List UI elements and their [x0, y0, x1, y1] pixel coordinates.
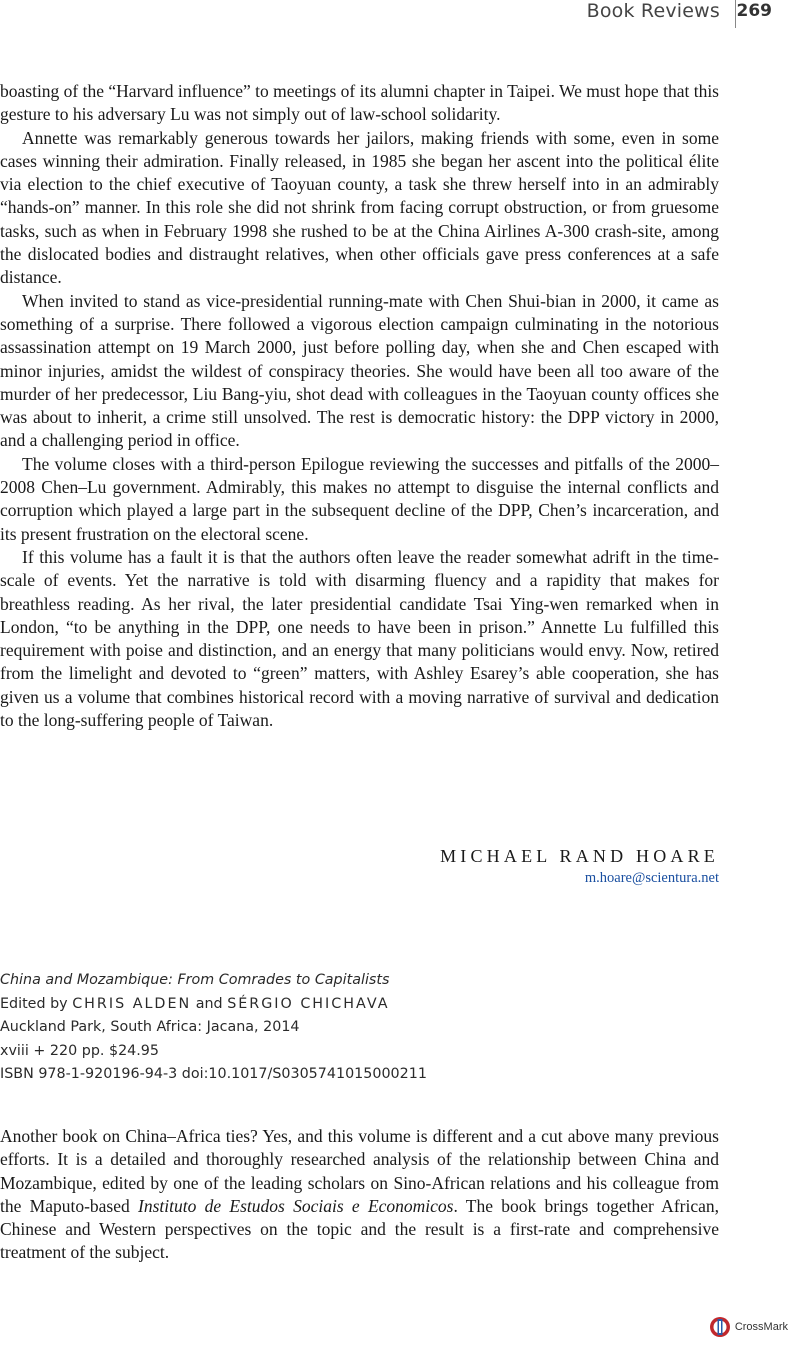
editor-name: CHRIS ALDEN [72, 995, 192, 1012]
book-title: China and Mozambique: From Comrades to Capitalists [0, 972, 390, 988]
crossmark-label: CrossMark [734, 1321, 788, 1333]
book-editors [0, 993, 427, 1017]
page-number: 269 [736, 1, 772, 21]
reviewer-signature [440, 846, 719, 887]
review-text: Another book on China–Africa ties? Yes, and this volume is different and a cut above many previous efforts. It is a detailed and thoroughly researched analysis of the relationship between China and Mozambique, edited by one of the leading scholars on Sino-African relations and his colleague from the Maputo-based [0, 1126, 719, 1216]
book-isbn-doi: ISBN 978-1-920196-94-3 doi:10.1017/S0305741015000211 [0, 1066, 427, 1083]
crossmark-icon [709, 1316, 731, 1338]
institute-name: Instituto de Estudos Sociais e Economicos [138, 1195, 454, 1216]
reviewer-name: MICHAEL RAND HOARE [440, 846, 719, 866]
book-citation [0, 969, 427, 1087]
edited-by-label: Edited by [0, 995, 73, 1012]
editor-name: SÉRGIO CHICHAVA [227, 995, 390, 1012]
crossmark-badge[interactable] [709, 1316, 788, 1338]
editors-conjunction: and [191, 995, 228, 1012]
review-text: . The book brings together African, Chinese and Western perspectives on the topic and the result is a first-rate and comprehensive treatment of the subject. [0, 1195, 720, 1263]
review-paragraph: When invited to stand as vice-presidential running-mate with Chen Shui-bian in 2000, it came as something of a surprise. There followed a vigorous election campaign culminating in the notorious assassination attempt on 19 March 2000, just before polling day, when she and Chen escaped with minor injuries, amidst the wildest of conspiracy theories. She would have been all too aware of the murder of her predecessor, Liu Bang-yiu, shot dead with colleagues in the Taoyuan county offices she was about to inherit, a crime still unsolved. The rest is democratic history: the DPP victory in 2000, and a challenging period in office. [0, 290, 719, 451]
review-paragraph: Annette was remarkably generous towards her jailors, making friends with some, even in some cases winning their admiration. Finally released, in 1985 she began her ascent into the political élite via election to the chief executive of Taoyuan county, a task she threw herself into in an admirably “hands-on” manner. In this role she did not shrink from facing corrupt obstruction, or from gruesome tasks, such as when in February 1998 she rushed to be at the China Airlines A-300 crash-site, among the dislocated bodies and distraught relatives, when other officials gave press conferences at a safe distance. [0, 127, 719, 288]
second-review-body [0, 1125, 719, 1265]
review-body [0, 80, 719, 732]
review-paragraph [0, 1125, 719, 1265]
review-paragraph: The volume closes with a third-person Epilogue reviewing the successes and pitfalls of the 2000–2008 Chen–Lu government. Admirably, this makes no attempt to disguise the internal conflicts and corruption which played a large part in the subsequent decline of the DPP, Chen’s incarceration, and its present frustration on the electoral scene. [0, 453, 719, 544]
reviewer-email-link[interactable]: m.hoare@scientura.net [584, 870, 719, 886]
review-paragraph: boasting of the “Harvard influence” to meetings of its alumni chapter in Taipei. We must hope that this gesture to his adversary Lu was not simply out of law-school solidarity. [0, 81, 719, 125]
book-publisher: Auckland Park, South Africa: Jacana, 2014 [0, 1019, 300, 1036]
page-header [0, 0, 800, 30]
book-pages-price: xviii + 220 pp. $24.95 [0, 1042, 160, 1059]
review-paragraph: If this volume has a fault it is that the authors often leave the reader somewhat adrift in the time-scale of events. Yet the narrative is told with disarming fluency and a rapidity that makes for breathless reading. As her rival, the later presidential candidate Tsai Ying-wen remarked when in London, “to be anything in the DPP, one needs to have been in prison.” Annette Lu fulfilled this requirement with poise and distinction, and an energy that many politicians would envy. Now, retired from the limelight and devoted to “green” matters, with Ashley Esarey’s able cooperation, she has given us a volume that combines historical record with a moving narrative of survival and dedication to the long-suffering people of Taiwan. [0, 546, 719, 731]
running-head: Book Reviews [586, 0, 720, 22]
